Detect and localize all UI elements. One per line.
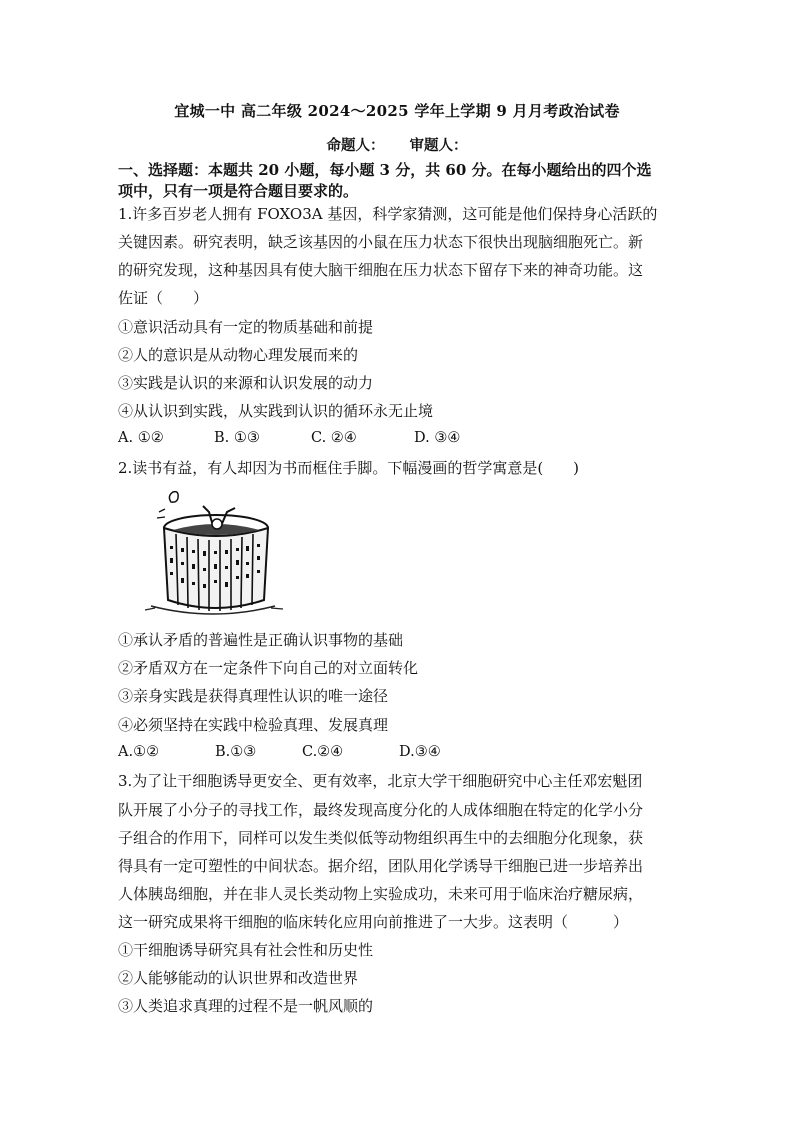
question-2-item: ④必须坚持在实践中检验真理、发展真理 — [118, 716, 389, 734]
cartoon-image — [143, 488, 288, 616]
option-b[interactable]: B. ①③ — [214, 430, 260, 446]
question-3-item: ③人类追求真理的过程不是一帆风顺的 — [118, 997, 374, 1015]
question-2-item: ②矛盾双方在一定条件下向自己的对立面转化 — [118, 659, 419, 677]
reviewer-label: 审题人： — [409, 137, 468, 154]
author-line — [0, 134, 794, 155]
question-3-item: ①干细胞诱导研究具有社会性和历史性 — [118, 941, 374, 959]
question-3-text: 3.为了让干细胞诱导更安全、更有效率，北京大学干细胞研究中心主任邓宏魁团 — [118, 772, 643, 790]
question-1-item: ④从认识到实践，从实践到认识的循环永无止境 — [118, 402, 434, 420]
option-d[interactable]: D. ③④ — [414, 430, 461, 446]
question-1-text: 关键因素。研究表明，缺乏该基因的小鼠在压力状态下很快出现脑细胞死亡。新 — [118, 233, 644, 251]
option-a[interactable]: A. ①② — [118, 430, 164, 446]
option-c[interactable]: C. ②④ — [311, 430, 357, 446]
option-b[interactable]: B.①③ — [215, 744, 257, 760]
question-1-text: 1.许多百岁老人拥有 FOXO3A 基因，科学家猜测，这可能是他们保持身心活跃的 — [118, 205, 658, 223]
question-3-text: 人体胰岛细胞，并在非人灵长类动物上实验成功，未来可用于临床治疗糖尿病， — [118, 885, 644, 903]
option-a[interactable]: A.①② — [118, 744, 160, 760]
question-2-stem: 2.读书有益，有人却因为书而框住手脚。下幅漫画的哲学寓意是( ) — [118, 459, 580, 477]
question-2-item: ③亲身实践是获得真理性认识的唯一途径 — [118, 687, 389, 705]
question-1-text: 的研究发现，这种基因具有使大脑干细胞在压力状态下留存下来的神奇功能。这 — [118, 261, 644, 279]
exam-title: 宜城一中 高二年级 2024～2025 学年上学期 9 月月考政治试卷 — [174, 102, 620, 120]
question-1-text: 佐证（ ） — [118, 289, 209, 307]
question-1-item: ①意识活动具有一定的物质基础和前提 — [118, 318, 374, 336]
option-d[interactable]: D.③④ — [399, 744, 441, 760]
question-1-options — [118, 430, 460, 446]
question-1-item: ②人的意识是从动物心理发展而来的 — [118, 346, 359, 364]
question-2-item: ①承认矛盾的普遍性是正确认识事物的基础 — [118, 631, 404, 649]
author-label: 命题人： — [326, 137, 385, 154]
option-c[interactable]: C.②④ — [302, 744, 344, 760]
question-2-options — [118, 744, 441, 760]
question-3-text: 子组合的作用下，同样可以发生类似低等动物组织再生中的去细胞分化现象，获 — [118, 829, 644, 847]
question-3-text: 队开展了小分子的寻找工作，最终发现高度分化的人成体细胞在特定的化学小分 — [118, 801, 644, 819]
question-1-item: ③实践是认识的来源和认识发展的动力 — [118, 374, 374, 392]
section-heading-line: 项中，只有一项是符合题目要求的。 — [118, 182, 359, 200]
question-3-text: 这一研究成果将干细胞的临床转化应用向前推进了一大步。这表明（ ） — [118, 913, 629, 931]
section-heading — [118, 160, 688, 202]
section-heading-line: 一、选择题：本题共 20 小题，每小题 3 分，共 60 分。在每小题给出的四个选 — [118, 161, 652, 179]
question-3-item: ②人能够能动的认识世界和改造世界 — [118, 969, 359, 987]
question-3-text: 得具有一定可塑性的中间状态。据介绍，团队用化学诱导干细胞已进一步培养出 — [118, 857, 644, 875]
